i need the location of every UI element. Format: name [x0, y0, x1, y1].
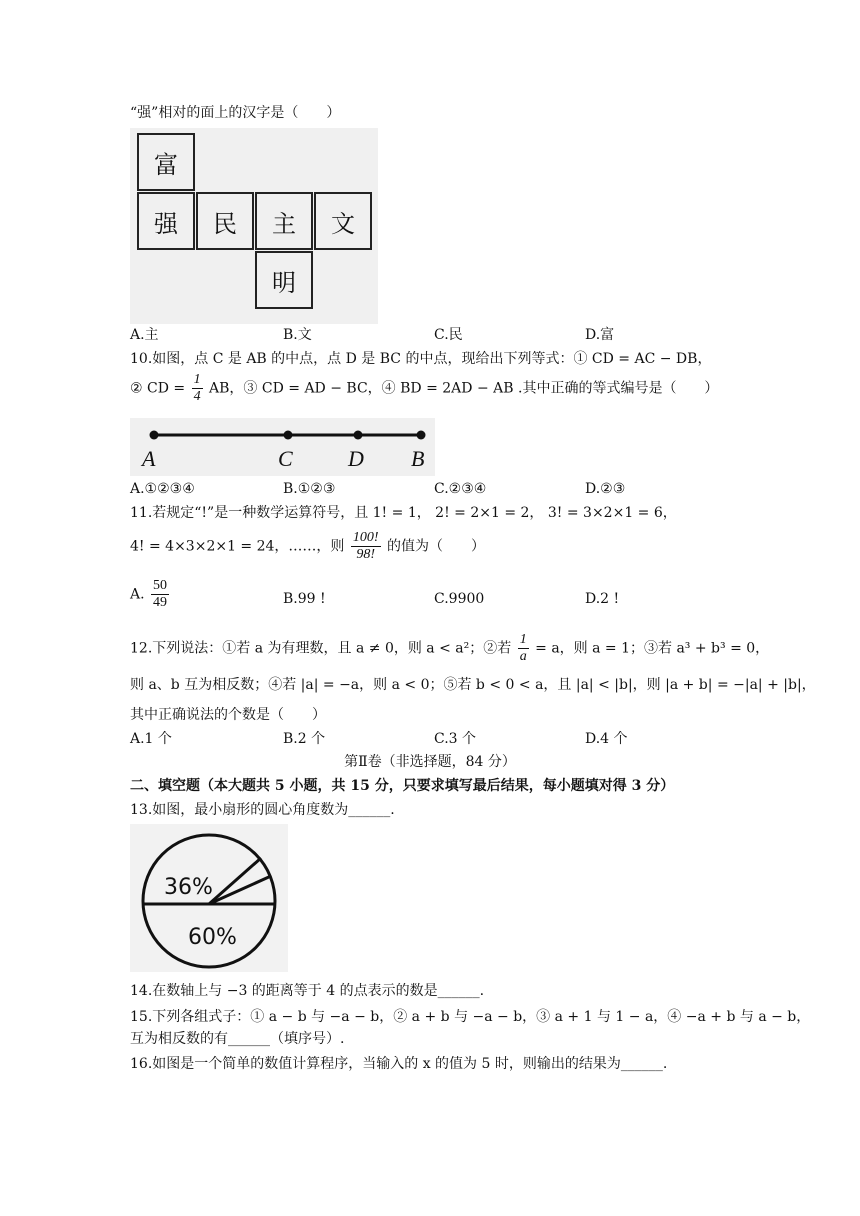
- q12-line3: 其中正确说法的个数是（ ）: [130, 707, 326, 723]
- q10-option-d: D.②③: [585, 481, 626, 497]
- q10-fraction: [192, 372, 203, 405]
- net-cell-wen: 文: [314, 192, 372, 250]
- q12-line1: [130, 632, 769, 665]
- q11-frac-num: 100!: [352, 530, 379, 545]
- q11-option-d: D.2 !: [585, 591, 620, 607]
- q10-line2-pre: ② CD =: [130, 380, 186, 397]
- q9-stem: “强”相对的面上的汉字是（ ）: [130, 105, 341, 121]
- q11-line2-pre: 4! = 4×3×2×1 = 24，……，则: [130, 538, 345, 555]
- q11-option-a-prefix: A.: [130, 586, 145, 603]
- q12-option-d: D.4 个: [585, 731, 628, 747]
- net-cell-fu: 富: [137, 133, 195, 191]
- pie-radius-line-2: [209, 876, 271, 904]
- q11-line1: 11.若规定“!”是一种数学运算符号，且 1! = 1， 2! = 2×1 = 2， 3! = 3×2×1 = 6，: [130, 505, 677, 521]
- q15-line2: 互为相反数的有______（填序号）.: [130, 1031, 345, 1047]
- segment-diagram: [130, 418, 435, 476]
- point-a-label: A: [142, 446, 156, 471]
- point-b-label: B: [411, 446, 425, 471]
- q10-frac-num: 1: [193, 372, 201, 387]
- q11-option-a-num: 50: [153, 578, 168, 593]
- point-d-label: D: [348, 446, 364, 471]
- q12-frac-den: a: [519, 649, 527, 664]
- point-c-label: C: [278, 446, 293, 471]
- q11-option-b: B.99 !: [283, 591, 326, 607]
- q11-fraction: [351, 530, 381, 563]
- net-cell-min: 民: [196, 192, 254, 250]
- q12-option-b: B.2 个: [283, 731, 326, 747]
- q12-line2: 则 a、b 互为相反数；④若 |a| = −a，则 a < 0；⑤若 b < 0 < a，且 |a| < |b|，则 |a + b| = −|a| + |b|，: [130, 677, 816, 693]
- point-d-dot: [354, 431, 363, 440]
- q16-stem: 16.如图是一个简单的数值计算程序，当输入的 x 的值为 5 时，则输出的结果为______.: [130, 1056, 668, 1072]
- pie-chart: [130, 824, 288, 972]
- q11-option-c: C.9900: [434, 591, 485, 607]
- q12-frac-num: 1: [519, 632, 527, 647]
- q12-line1-pre: 12.下列说法：①若 a 为有理数，且 a ≠ 0，则 a < a²；②若: [130, 640, 512, 657]
- q10-frac-den: 4: [193, 389, 201, 404]
- net-cell-qiang: 强: [137, 192, 195, 250]
- q11-option-a-fraction: [151, 578, 169, 611]
- q13-stem: 13.如图，最小扇形的圆心角度数为______.: [130, 802, 395, 818]
- point-c-dot: [284, 431, 293, 440]
- q9-option-d: D.富: [585, 327, 615, 343]
- point-b-dot: [417, 431, 426, 440]
- q9-option-a: A.主: [130, 327, 159, 343]
- pie-radius-line-1: [209, 858, 261, 904]
- q9-option-c: C.民: [434, 327, 463, 343]
- q12-fraction: [518, 632, 529, 665]
- q9-option-b: B.文: [283, 327, 312, 343]
- q12-option-a: A.1 个: [130, 731, 172, 747]
- q11-option-a: [130, 578, 171, 611]
- q11-option-a-den: 49: [153, 595, 168, 610]
- q15-line1: 15.下列各组式子：① a − b 与 −a − b，② a + b 与 −a − b，③ a + 1 与 1 − a，④ −a + b 与 a − b，: [130, 1009, 811, 1025]
- net-cell-zhu: 主: [255, 192, 313, 250]
- q14-stem: 14.在数轴上与 −3 的距离等于 4 的点表示的数是______.: [130, 983, 485, 999]
- pie-label-60: 60%: [188, 925, 237, 950]
- q10-option-b: B.①②③: [283, 481, 336, 497]
- q10-option-c: C.②③④: [434, 481, 487, 497]
- pie-label-36: 36%: [164, 875, 213, 900]
- q10-option-a: A.①②③④: [130, 481, 195, 497]
- q11-frac-den: 98!: [356, 547, 376, 562]
- point-a-dot: [150, 431, 159, 440]
- net-cell-ming: 明: [255, 251, 313, 309]
- q10-line2: [130, 372, 718, 405]
- q11-line2-post: 的值为（ ）: [387, 538, 486, 555]
- section-heading: 二、填空题（本大题共 5 小题，共 15 分，只要求填写最后结果，每小题填对得 3 分）: [130, 778, 675, 794]
- q12-line1-post: = a，则 a = 1；③若 a³ + b³ = 0，: [535, 640, 770, 657]
- q12-option-c: C.3 个: [434, 731, 477, 747]
- section-title: 第Ⅱ卷（非选择题，84 分）: [344, 754, 516, 770]
- q10-line1: 10.如图，点 C 是 AB 的中点，点 D 是 BC 的中点，现给出下列等式：① CD = AC − DB，: [130, 351, 712, 367]
- q11-line2: [130, 530, 485, 563]
- q10-line2-post: AB，③ CD = AD − BC，④ BD = 2AD − AB .其中正确的等式编号是（ ）: [209, 380, 719, 397]
